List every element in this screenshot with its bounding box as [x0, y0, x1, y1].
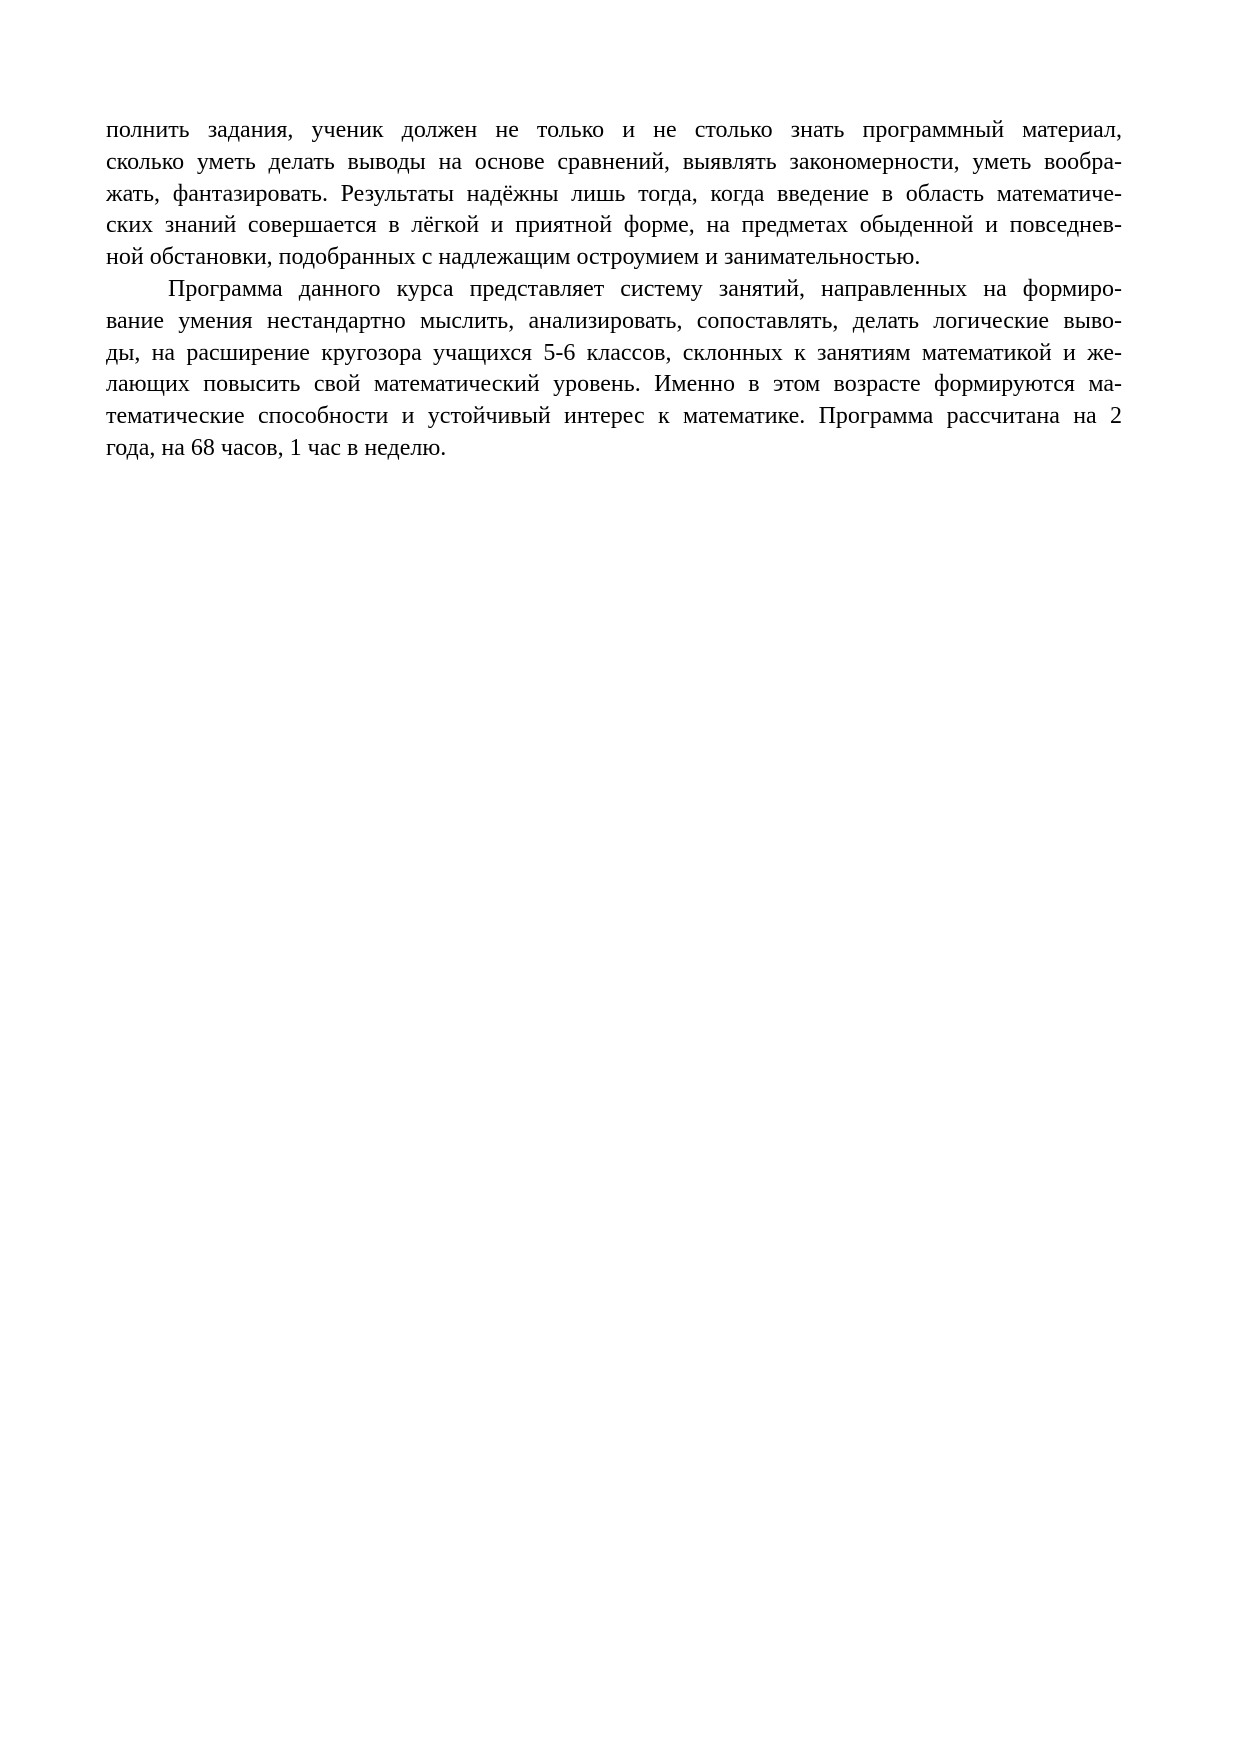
text-line: жать, фантазировать. Результаты надёжны лишь тогда, когда введение в область математиче- [106, 180, 1122, 207]
text-line: вание умения нестандартно мыслить, анализировать, сопоставлять, делать логические выво- [106, 307, 1122, 334]
text-line: сколько уметь делать выводы на основе сравнений, выявлять закономерности, уметь вообра- [106, 148, 1122, 175]
text-line: тематические способности и устойчивый интерес к математике. Программа рассчитана на 2 [106, 403, 1122, 430]
text-line: лающих повысить свой математический уровень. Именно в этом возрасте формируются ма- [106, 371, 1122, 398]
text-block [106, 115, 1122, 465]
text-line: ды, на расширение кругозора учащихся 5-6 классов, склонных к занятиям математикой и же- [106, 339, 1122, 366]
text-line: ских знаний совершается в лёгкой и приятной форме, на предметах обыденной и повседнев- [106, 212, 1122, 239]
paragraph-1 [106, 115, 1122, 274]
paragraph-2 [106, 274, 1122, 465]
text-line: года, на 68 часов, 1 час в неделю. [106, 434, 447, 461]
text-line: ной обстановки, подобранных с надлежащим остроумием и занимательностью. [106, 244, 921, 271]
text-line: Программа данного курса представляет систему занятий, направленных на формиро- [168, 275, 1122, 302]
text-line: полнить задания, ученик должен не только и не столько знать программный материал, [106, 117, 1122, 143]
